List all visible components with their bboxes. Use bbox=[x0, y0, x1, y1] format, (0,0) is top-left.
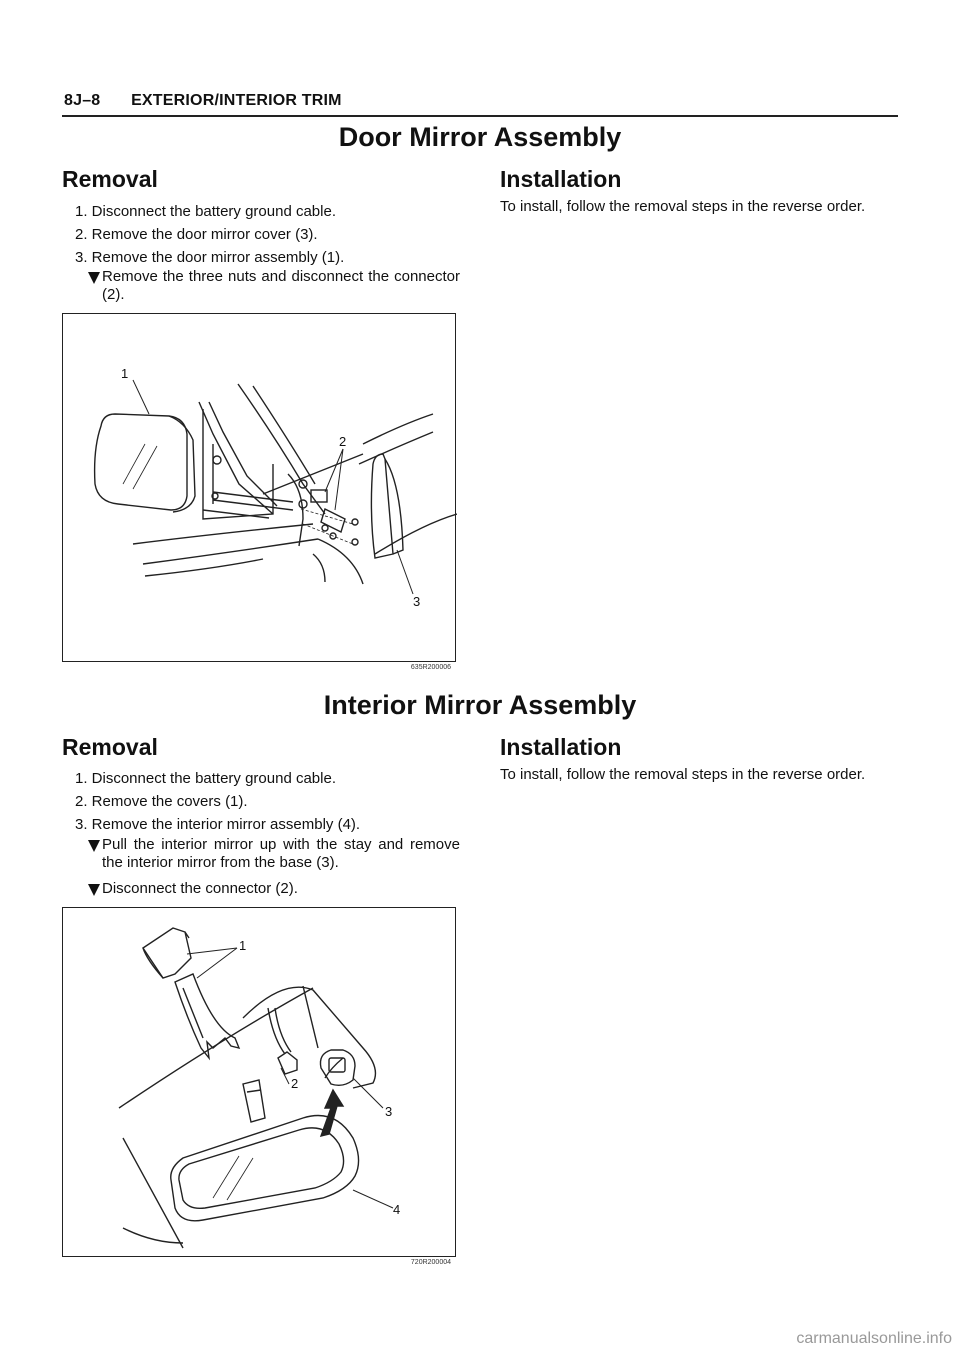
interior-mirror-figure bbox=[62, 907, 456, 1266]
door-mirror-figure bbox=[62, 313, 456, 671]
triangle-bullet-icon bbox=[88, 271, 100, 289]
door-mirror-illustration bbox=[63, 314, 457, 663]
door-mirror-installation-heading: Installation bbox=[500, 166, 622, 192]
callout-label: 3 bbox=[413, 594, 421, 609]
callout-label: 3 bbox=[385, 1104, 393, 1119]
step-item: 3. Remove the interior mirror assembly (4). bbox=[75, 816, 361, 833]
page-header bbox=[64, 92, 342, 110]
step-item: 2. Remove the door mirror cover (3). bbox=[75, 226, 318, 243]
page-number: 8J–8 bbox=[64, 92, 101, 109]
door-mirror-removal-steps bbox=[75, 200, 465, 269]
step-item: 1. Disconnect the battery ground cable. bbox=[75, 203, 336, 220]
interior-mirror-installation-text: To install, follow the removal steps in the reverse order. bbox=[500, 766, 866, 783]
sub-bullet-text: Remove the three nuts and disconnect the connector (2). bbox=[102, 268, 460, 303]
door-mirror-title: Door Mirror Assembly bbox=[338, 122, 622, 152]
sub-bullet-text: Disconnect the connector (2). bbox=[102, 880, 298, 897]
header-rule bbox=[62, 115, 898, 117]
callout-label: 4 bbox=[393, 1202, 401, 1217]
callout-label: 2 bbox=[291, 1076, 299, 1091]
figure-code: 635R200006 bbox=[410, 664, 451, 671]
callout-label: 2 bbox=[339, 434, 347, 449]
callout-label: 1 bbox=[239, 938, 247, 953]
sub-bullet-text: Pull the interior mirror up with the stay and remove the interior mirror from the base (3). bbox=[102, 836, 460, 871]
footer-watermark[interactable]: carmanualsonline.info bbox=[796, 1330, 952, 1347]
interior-mirror-sub-bullet bbox=[88, 880, 460, 898]
step-item: 2. Remove the covers (1). bbox=[75, 793, 248, 810]
figure-code: 720R200004 bbox=[410, 1259, 451, 1266]
triangle-bullet-icon bbox=[88, 883, 100, 901]
step-item: 3. Remove the door mirror assembly (1). bbox=[75, 249, 345, 266]
interior-mirror-installation-heading: Installation bbox=[500, 734, 622, 760]
callout-label: 1 bbox=[121, 366, 129, 381]
interior-mirror-removal-steps bbox=[75, 767, 465, 836]
section-title: EXTERIOR/INTERIOR TRIM bbox=[131, 92, 342, 109]
door-mirror-installation-text: To install, follow the removal steps in the reverse order. bbox=[500, 198, 866, 215]
door-mirror-sub-bullet bbox=[88, 268, 460, 304]
interior-mirror-illustration bbox=[63, 908, 457, 1258]
interior-mirror-title: Interior Mirror Assembly bbox=[323, 690, 637, 720]
triangle-bullet-icon bbox=[88, 839, 100, 857]
interior-mirror-removal-heading: Removal bbox=[62, 734, 158, 760]
step-item: 1. Disconnect the battery ground cable. bbox=[75, 770, 336, 787]
interior-mirror-sub-bullet bbox=[88, 836, 460, 872]
door-mirror-removal-heading: Removal bbox=[62, 166, 158, 192]
